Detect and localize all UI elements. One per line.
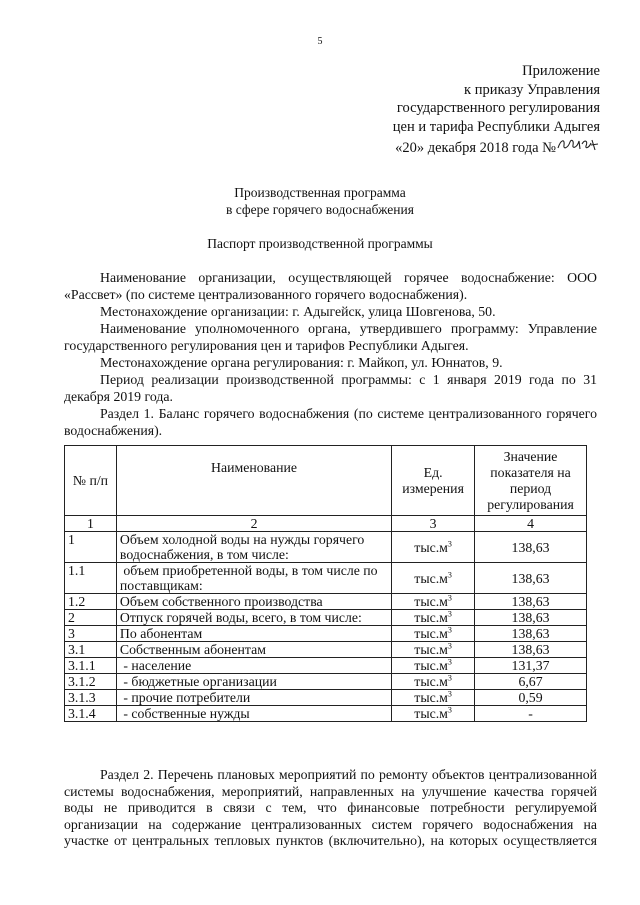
row-name: объем приобретенной воды, в том числе по поставщикам: — [116, 563, 391, 594]
appendix-block — [393, 62, 600, 158]
unit-superscript: 3 — [447, 538, 452, 548]
row-number: 1 — [65, 532, 117, 563]
header-name: Наименование — [116, 446, 391, 516]
row-number: 3 — [65, 626, 117, 642]
table-row — [65, 563, 587, 594]
row-name: По абонентам — [116, 626, 391, 642]
unit-text: тыс.м — [414, 539, 448, 555]
row-value: 138,63 — [475, 594, 587, 610]
unit-text: тыс.м — [414, 674, 448, 689]
row-number: 1.1 — [65, 563, 117, 594]
row-value: - — [475, 706, 587, 722]
table-row — [65, 690, 587, 706]
col-number: 3 — [392, 516, 475, 532]
paragraph-section2: Раздел 2. Перечень плановых мероприятий по ремонту объектов централизованной системы водоснабжения, мероприятий, направленных на улучшение качества горячей воды не приводится в связи с тем, что финансовые потребности регулируемой организации на содержание централизованных систем горячего водоснабжения на участке от центральных тепловых пунктов (включительно), на которых осуществляется — [64, 767, 597, 848]
table-header-row — [65, 446, 587, 516]
unit-text: тыс.м — [414, 658, 448, 673]
row-value: 138,63 — [475, 610, 587, 626]
header-unit: Ед. измерения — [392, 446, 475, 516]
table-row — [65, 594, 587, 610]
row-number: 3.1 — [65, 642, 117, 658]
table-row — [65, 642, 587, 658]
paragraph-section1: Раздел 1. Баланс горячего водоснабжения (по системе централизованного горячего водоснабжения). — [64, 406, 597, 438]
row-unit — [392, 642, 475, 658]
col-number: 4 — [475, 516, 587, 532]
row-name: - население — [116, 658, 391, 674]
row-value: 138,63 — [475, 626, 587, 642]
table-row — [65, 706, 587, 722]
page-number: 5 — [317, 36, 323, 47]
unit-superscript: 3 — [447, 673, 452, 683]
table-column-numbers-row — [65, 516, 587, 532]
unit-text: тыс.м — [414, 594, 448, 609]
paragraph-authority-location: Местонахождение органа регулирования: г. Майкоп, ул. Юннатов, 9. — [100, 355, 503, 370]
row-unit — [392, 706, 475, 722]
row-name: - собственные нужды — [116, 706, 391, 722]
table-row — [65, 610, 587, 626]
row-number: 3.1.3 — [65, 690, 117, 706]
paragraph-period: Период реализации производственной программы: с 1 января 2019 года по 31 декабря 2019 года. — [64, 372, 597, 404]
row-number: 1.2 — [65, 594, 117, 610]
unit-text: тыс.м — [414, 610, 448, 625]
unit-text: тыс.м — [414, 626, 448, 641]
appendix-date: «20» декабря 2018 года № — [395, 140, 556, 156]
appendix-line: Приложение — [522, 63, 600, 79]
unit-superscript: 3 — [447, 641, 452, 651]
row-unit — [392, 594, 475, 610]
table-row — [65, 674, 587, 690]
row-unit — [392, 690, 475, 706]
row-value: 131,37 — [475, 658, 587, 674]
balance-table-body — [65, 446, 587, 722]
row-name: Объем холодной воды на нужды горячего водоснабжения, в том числе: — [116, 532, 391, 563]
doc-title-line2: в сфере горячего водоснабжения — [226, 202, 414, 217]
appendix-line: к приказу Управления — [464, 81, 600, 98]
unit-text: тыс.м — [414, 570, 448, 586]
unit-text: тыс.м — [414, 642, 448, 657]
row-name: Объем собственного производства — [116, 594, 391, 610]
row-unit — [392, 658, 475, 674]
row-name: - прочие потребители — [116, 690, 391, 706]
row-name: - бюджетные организации — [116, 674, 391, 690]
unit-superscript: 3 — [447, 705, 452, 715]
unit-superscript: 3 — [447, 689, 452, 699]
row-value: 138,63 — [475, 563, 587, 594]
appendix-date-line — [393, 136, 600, 158]
handwritten-order-number — [556, 136, 600, 152]
doc-title-line1: Производственная программа — [234, 185, 406, 200]
row-unit — [392, 532, 475, 563]
balance-table — [64, 445, 587, 722]
row-unit — [392, 626, 475, 642]
table-row — [65, 626, 587, 642]
unit-superscript: 3 — [447, 593, 452, 603]
paragraph-org-name: Наименование организации, осуществляющей горячее водоснабжение: ООО «Рассвет» (по системе централизованного горячего водоснабжения). — [64, 270, 597, 302]
table-row — [65, 658, 587, 674]
header-value: Значение показателя на период регулирования — [475, 446, 587, 516]
row-name: Собственным абонентам — [116, 642, 391, 658]
col-number: 2 — [116, 516, 391, 532]
doc-subtitle: Паспорт производственной программы — [207, 236, 433, 251]
row-number: 2 — [65, 610, 117, 626]
header-num: № п/п — [65, 446, 117, 516]
row-value: 6,67 — [475, 674, 587, 690]
row-unit — [392, 610, 475, 626]
unit-superscript: 3 — [447, 609, 452, 619]
row-number: 3.1.1 — [65, 658, 117, 674]
col-number: 1 — [65, 516, 117, 532]
row-number: 3.1.4 — [65, 706, 117, 722]
appendix-line: цен и тарифа Республики Адыгея — [392, 118, 600, 135]
appendix-line: государственного регулирования — [396, 100, 600, 116]
unit-superscript: 3 — [447, 657, 452, 667]
row-value: 138,63 — [475, 532, 587, 563]
unit-text: тыс.м — [414, 690, 448, 705]
paragraph-org-location: Местонахождение организации: г. Адыгейск, улица Шовгенова, 50. — [100, 304, 496, 319]
row-number: 3.1.2 — [65, 674, 117, 690]
row-unit — [392, 674, 475, 690]
unit-text: тыс.м — [414, 706, 448, 721]
row-unit — [392, 563, 475, 594]
unit-superscript: 3 — [447, 625, 452, 635]
row-value: 138,63 — [475, 642, 587, 658]
paragraph-authority-name: Наименование уполномоченного органа, утвердившего программу: Управление государственного регулирования цен и тарифов Республики Адыгея. — [64, 321, 597, 353]
table-row — [65, 532, 587, 563]
row-name: Отпуск горячей воды, всего, в том числе: — [116, 610, 391, 626]
row-value: 0,59 — [475, 690, 587, 706]
unit-superscript: 3 — [447, 569, 452, 579]
